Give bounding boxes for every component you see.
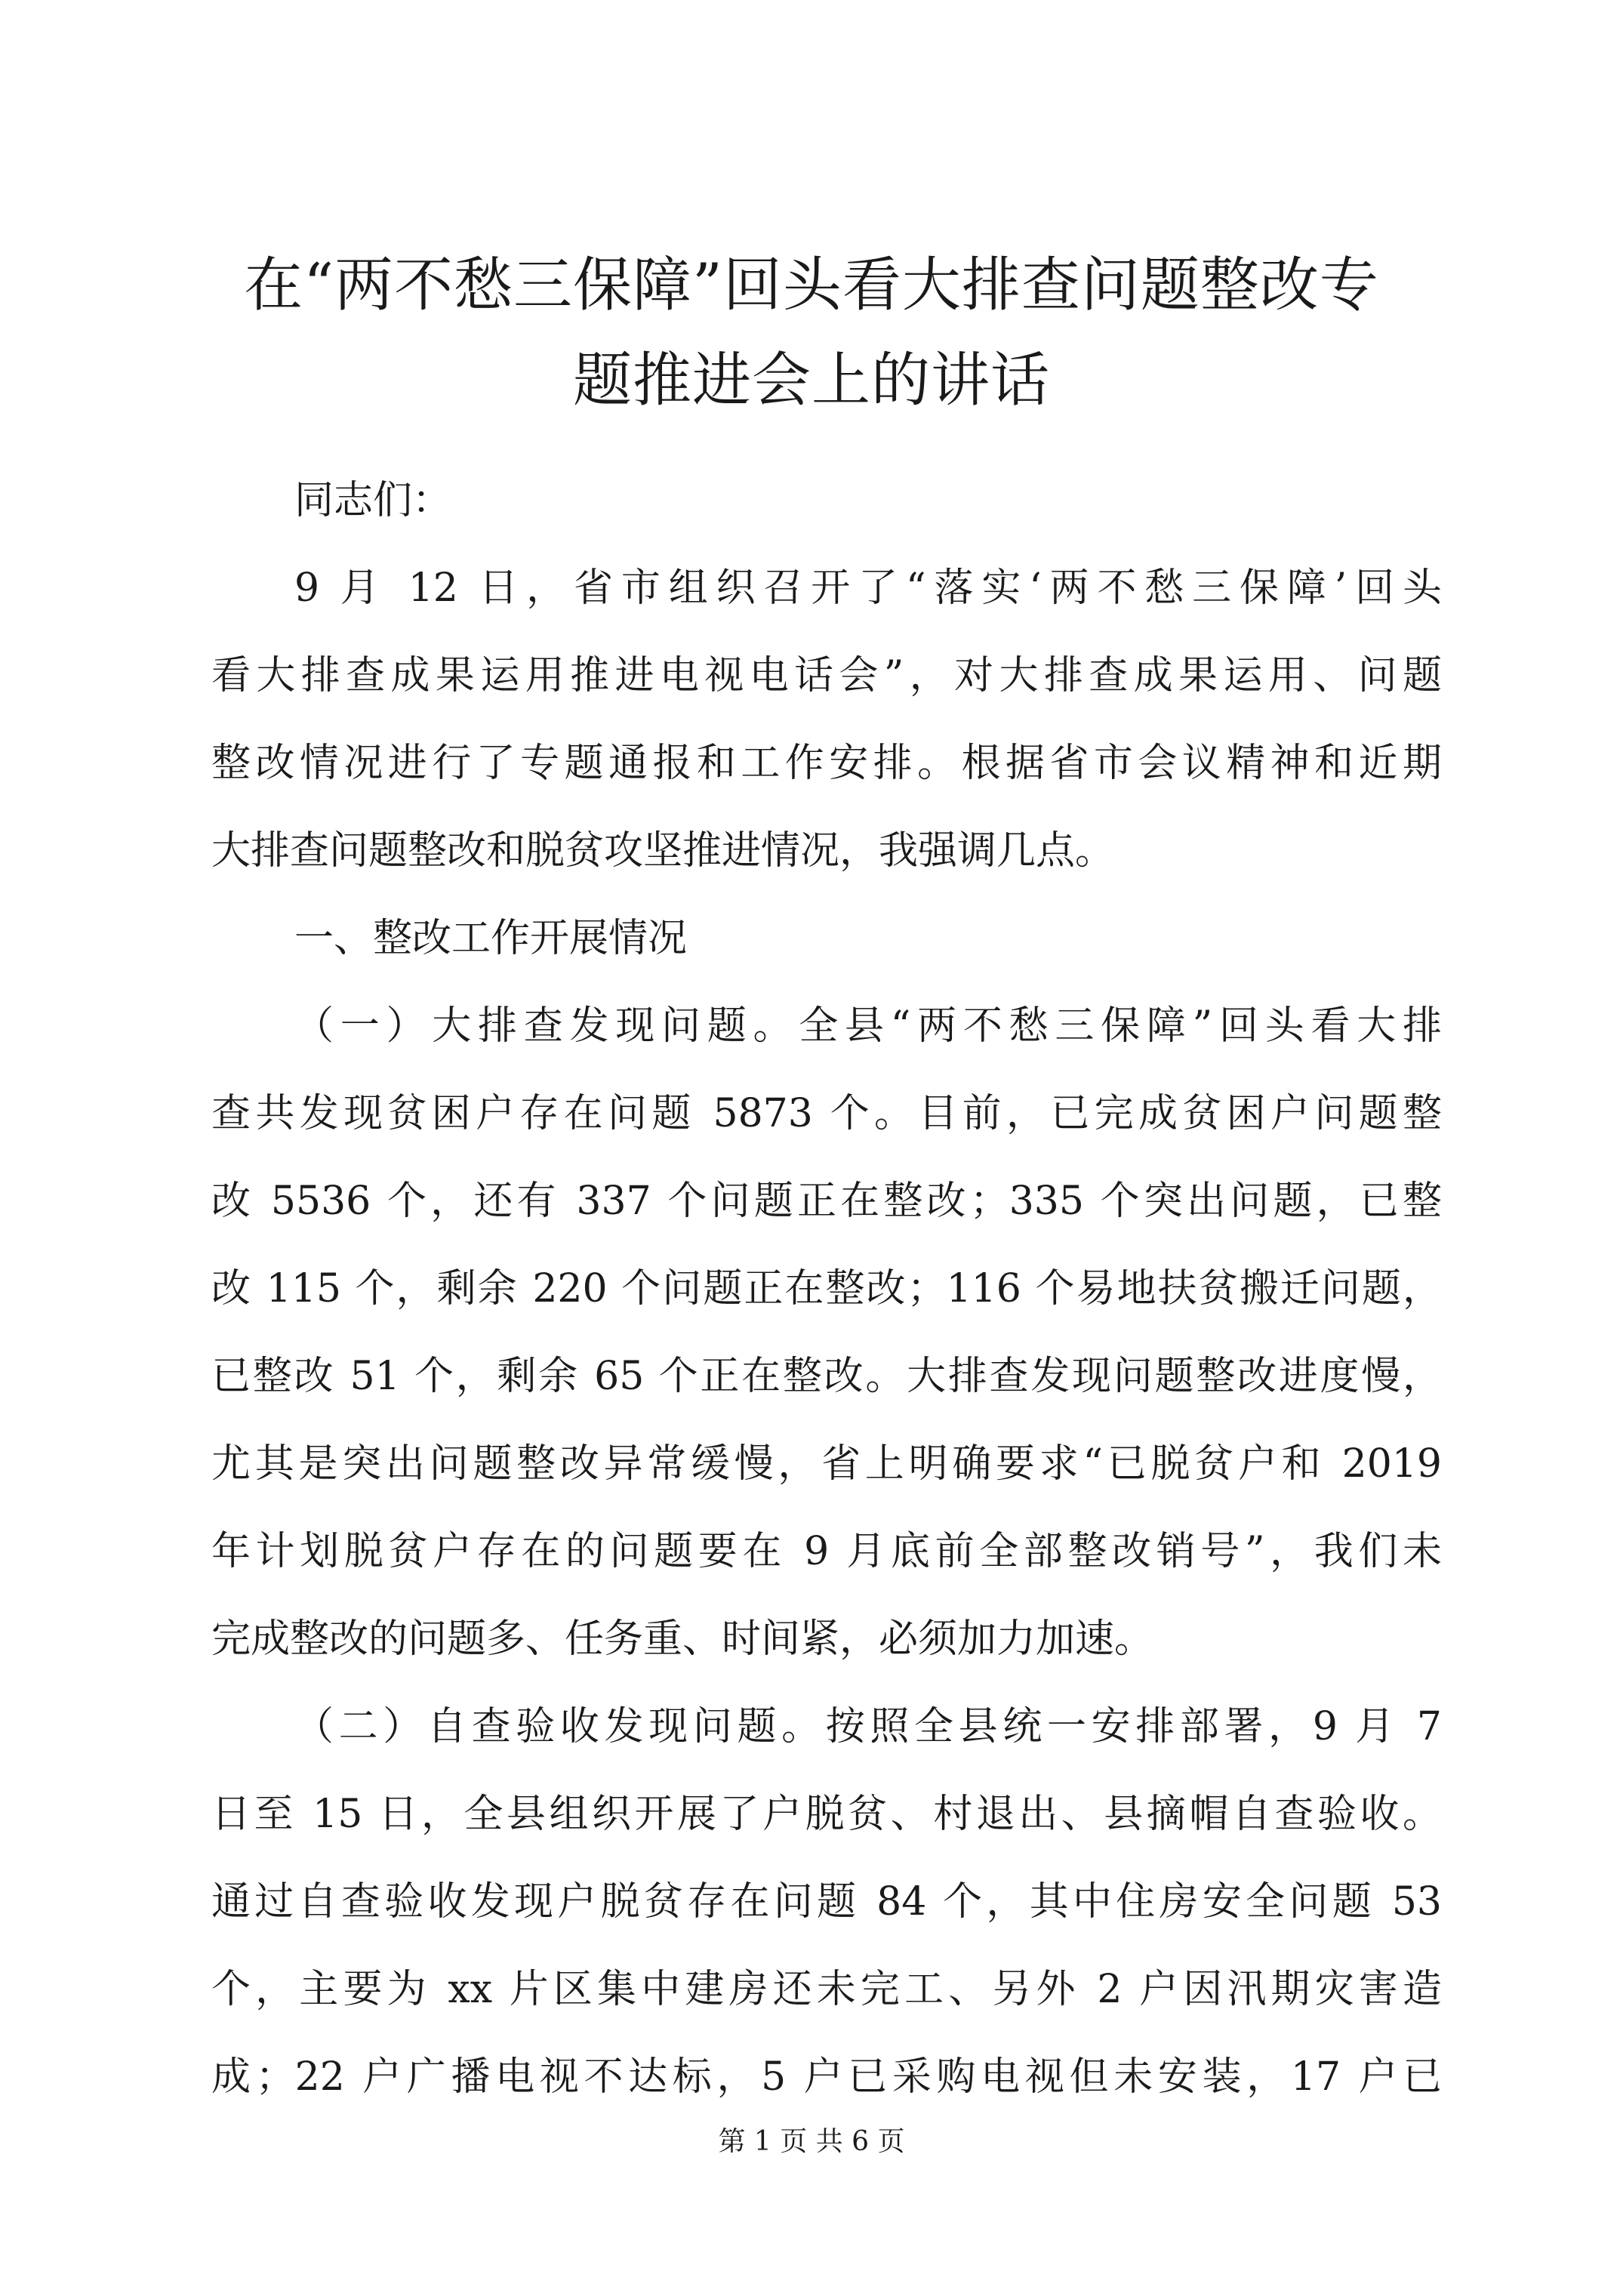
document-body — [211, 457, 1442, 2121]
title-line-1: 在“两不愁三保障”回头看大排查问题整改专 — [244, 251, 1379, 319]
page-number-footer: 第 1 页 共 6 页 — [718, 2126, 905, 2157]
paragraph-2-line-2: 查共发现贫困户存在问题 5873 个。目前，已完成贫困户问题整 — [211, 1091, 1442, 1136]
paragraph-2-line-8: 完成整改的问题多、任务重、时间紧，必须加力加速。 — [211, 1616, 1154, 1662]
paragraph-2-line-4: 改 115 个，剩余 220 个问题正在整改；116 个易地扶贫搬迁问题， — [211, 1266, 1442, 1311]
paragraph-2-line-5: 已整改 51 个，剩余 65 个正在整改。大排查发现问题整改进度慢， — [211, 1354, 1442, 1399]
paragraph-2-line-7: 年计划脱贫户存在的问题要在 9 月底前全部整改销号”，我们未 — [211, 1529, 1442, 1574]
paragraph-2-line-3: 改 5536 个，还有 337 个问题正在整改；335 个突出问题，已整 — [211, 1179, 1442, 1224]
paragraph-2-line-6: 尤其是突出问题整改异常缓慢，省上明确要求“已脱贫户和 2019 — [211, 1441, 1442, 1487]
paragraph-1-line-1: 9 月 12 日，省市组织召开了“落实‘两不愁三保障’回头 — [294, 566, 1442, 611]
paragraph-2-line-1: （一）大排查发现问题。全县“两不愁三保障”回头看大排 — [294, 1003, 1442, 1049]
paragraph-1-line-3: 整改情况进行了专题通报和工作安排。根据省市会议精神和近期 — [211, 741, 1442, 786]
paragraph-1-line-4: 大排查问题整改和脱贫攻坚推进情况，我强调几点。 — [211, 828, 1115, 874]
salutation: 同志们： — [294, 478, 452, 523]
title-line-2: 题推进会上的讲话 — [572, 347, 1050, 415]
paragraph-3-line-3: 通过自查验收发现户脱贫存在问题 84 个，其中住房安全问题 53 — [211, 1879, 1442, 1925]
paragraph-3-line-5: 成；22 户广播电视不达标，5 户已采购电视但未安装，17 户已 — [211, 2054, 1442, 2100]
paragraph-3-line-1: （二）自查验收发现问题。按照全县统一安排部署，9 月 7 — [294, 1704, 1442, 1749]
document-title — [181, 238, 1442, 428]
paragraph-3-line-4: 个，主要为 xx 片区集中建房还未完工、另外 2 户因汛期灾害造 — [211, 1967, 1442, 2012]
paragraph-1-line-2: 看大排查成果运用推进电视电话会”，对大排查成果运用、问题 — [211, 653, 1442, 698]
section-heading-1: 一、整改工作开展情况 — [294, 916, 688, 961]
paragraph-3-line-2: 日至 15 日，全县组织开展了户脱贫、村退出、县摘帽自查验收。 — [211, 1792, 1442, 1837]
